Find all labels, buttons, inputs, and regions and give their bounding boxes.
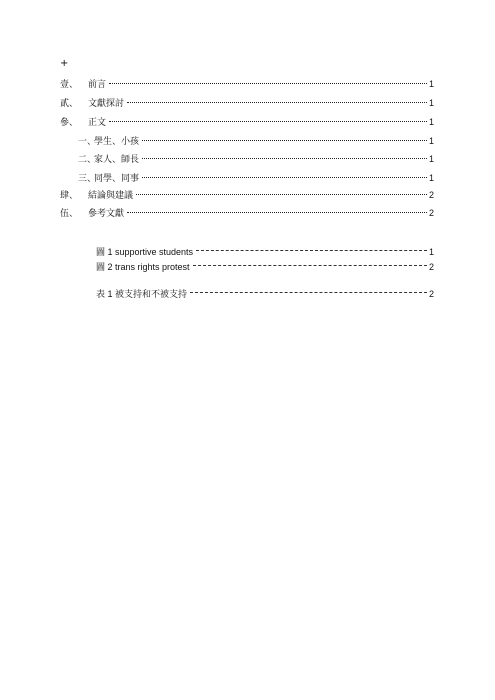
toc-entry-literature-review[interactable] [60, 92, 434, 109]
toc-subentry-classmates[interactable] [78, 167, 434, 184]
toc-entry-title: 前言 [88, 80, 107, 90]
toc-entry-page: 2 [428, 190, 434, 200]
toc-entry-main-text[interactable] [60, 111, 434, 128]
figure-leader [193, 256, 427, 270]
toc-entry-number: 一、 [78, 137, 97, 147]
figure-entry-label: 圖 1 supportive students [96, 247, 194, 257]
figure-list-entry[interactable] [96, 241, 434, 255]
toc-entry-title: 正文 [88, 118, 107, 128]
toc-entry-title: 參考文獻 [88, 209, 125, 219]
toc-entry-page: 1 [428, 117, 434, 127]
toc-entry-references[interactable] [60, 202, 434, 219]
toc-leader [109, 111, 427, 125]
toc-leader [136, 184, 427, 198]
toc-entry-title: 同學、同事 [94, 174, 140, 184]
figure-list-entry[interactable] [96, 256, 434, 270]
paragraph-marker: + [60, 58, 69, 69]
toc-leader [127, 202, 427, 216]
toc-entry-page: 1 [428, 98, 434, 108]
toc-entry-number: 伍、 [60, 209, 79, 219]
toc-subentry-family[interactable] [78, 148, 434, 165]
table-list-entry[interactable] [96, 283, 434, 297]
toc-entry-title: 結論與建議 [88, 191, 134, 201]
figure-entry-page: 2 [428, 262, 434, 272]
toc-subentry-students[interactable] [78, 130, 434, 147]
toc-entry-number: 壹、 [60, 80, 79, 90]
toc-entry-page: 1 [428, 136, 434, 146]
table-entry-label: 表 1 被支持和不被支持 [96, 289, 188, 299]
toc-leader [142, 130, 427, 144]
toc-entry-title: 家人、師長 [94, 155, 140, 165]
table-leader [190, 283, 427, 297]
toc-entry-page: 1 [428, 154, 434, 164]
toc-leader [109, 73, 427, 87]
toc-entry-number: 三、 [78, 174, 97, 184]
figure-entry-page: 1 [428, 247, 434, 257]
figure-entry-label: 圖 2 trans rights protest [96, 262, 190, 272]
toc-entry-page: 1 [428, 79, 434, 89]
toc-entry-number: 二、 [78, 155, 97, 165]
toc-entry-page: 2 [428, 208, 434, 218]
toc-entry-title: 文獻探討 [88, 99, 125, 109]
toc-leader [142, 167, 427, 181]
toc-entry-number: 貳、 [60, 99, 79, 109]
table-entry-page: 2 [428, 289, 434, 299]
toc-entry-number: 肆、 [60, 191, 79, 201]
figure-leader [196, 241, 427, 255]
toc-entry-preface[interactable] [60, 73, 434, 90]
toc-leader [127, 92, 427, 106]
toc-entry-title: 學生、小孩 [94, 137, 140, 147]
toc-entry-number: 參、 [60, 118, 79, 128]
toc-leader [142, 148, 427, 162]
toc-entry-conclusion[interactable] [60, 184, 434, 201]
toc-entry-page: 1 [428, 173, 434, 183]
